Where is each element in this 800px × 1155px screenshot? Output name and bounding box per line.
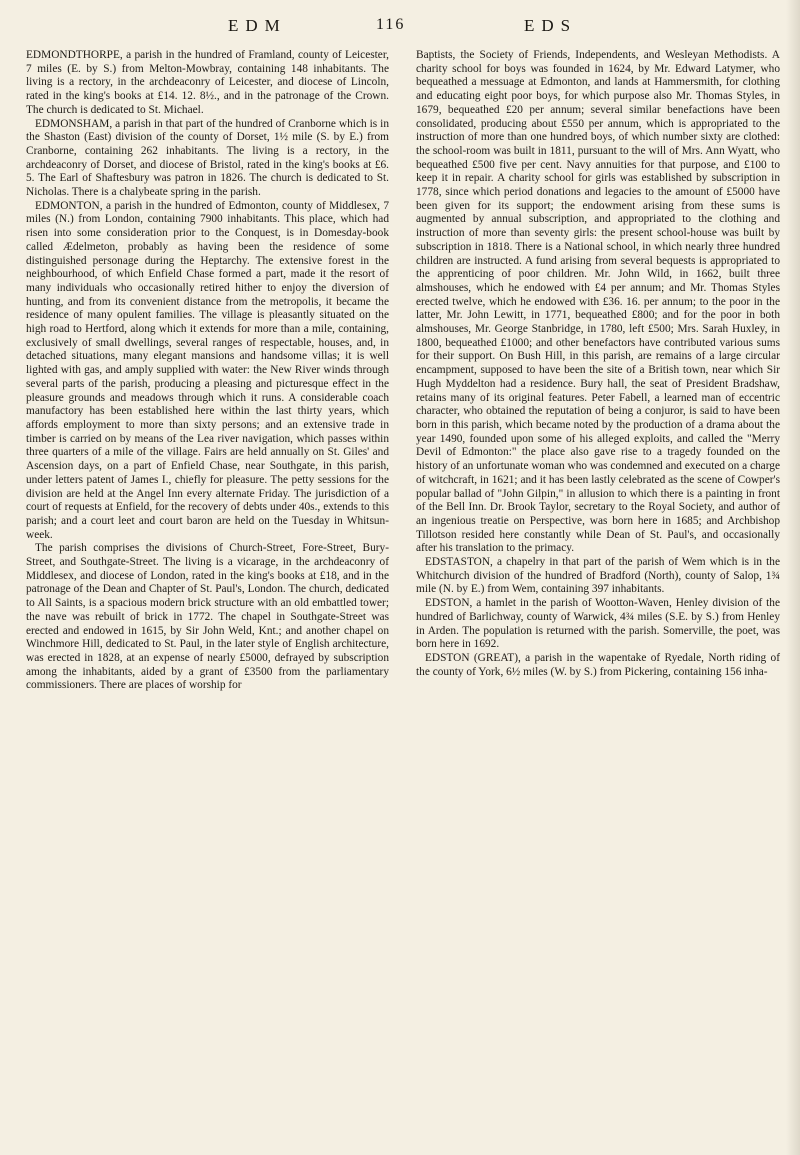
entry-edstaston: EDSTASTON, a chapelry in that part of the parish of Wem which is in the Whitchurch division of the hundred of Bradford (North), county of Salop, 1¾ mile (N. by E.) from Wem, containing 397 inhabitants. bbox=[416, 556, 780, 596]
entry-edston-great: EDSTON (GREAT), a parish in the wapentake of Ryedale, North riding of the county of York, 6½ miles (W. by S.) from Pickering, containing 156 inha- bbox=[416, 651, 780, 678]
header-left-guide-word: EDM bbox=[228, 16, 287, 35]
header-right-guide-word: EDS bbox=[524, 16, 578, 35]
entry-edston: EDSTON, a hamlet in the parish of Wootton-Waven, Henley division of the hundred of Barlichway, county of Warwick, 4¾ miles (S.E. by S.) from Henley in Arden. The population is returned with the parish. Somerville, the poet, was born here in 1692. bbox=[416, 597, 780, 651]
page-number: 116 bbox=[376, 16, 406, 33]
page-edge-shadow bbox=[786, 0, 800, 1155]
left-column bbox=[26, 49, 389, 693]
right-column bbox=[416, 49, 780, 679]
entry-edmonton: EDMONTON, a parish in the hundred of Edmonton, county of Middlesex, 7 miles (N.) from London, containing 7900 inhabitants. This place, which had risen into some consideration prior to the Conquest, is in Domesday-book called Ædelmeton, probably as having been the residence of some distinguished personage during the Heptarchy. The extensive forest in the neighbourhood, of which Enfield Chase formed a part, made it the resort of many individuals who occasionally retired hither to enjoy the diversion of hunting, and from its convenient distance from the metropolis, it became the residence of many opulent families. The village is pleasantly situated on the high road to Hertford, along which it extends for more than a mile, containing, exclusively of small dwellings, several ranges of respectable, houses, and, in detached situations, many elegant mansions and handsome villas; it is well lighted with gas, and amply supplied with water: the New River winds through several parts of the parish, producing a pleasing and picturesque effect in the pleasure grounds and meadows through which it runs. A considerable coach manufactory has been established here within the last thirty years, which affords employment to more than sixty persons; and an extensive trade in timber is carried on by means of the Lea river navigation, which passes within three quarters of a mile of the village. Fairs are held annually on St. Giles' and Ascension days, on a part of Enfield Chase, near Southgate, in this parish, under letters patent of James I., chiefly for pleasure. The petty sessions for the division are held at the Angel Inn every alternate Friday. The jurisdiction of a court of requests at Enfield, for the recovery of debts under 40s., extends to this parish; and a court leet and court baron are held on the Tuesday in Whitsun-week. bbox=[26, 199, 389, 541]
entry-edmonton-parish-divisions: The parish comprises the divisions of Church-Street, Fore-Street, Bury-Street, and Southgate-Street. The living is a vicarage, in the archdeaconry of Middlesex, and diocese of London, rated in the king's books at £18, and in the patronage of the Dean and Chapter of St. Paul's, London. The church, dedicated to All Saints, is a spacious modern brick structure with an old embattled tower; the nave was rebuilt of brick in 1772. The chapel in Southgate-Street was erected and endowed in 1615, by Sir John Weld, Knt.; and another chapel on Winchmore Hill, dedicated to St. Paul, in the later style of English architecture, was erected in 1828, at an expense of nearly £5000, defrayed by subscription among the inhabitants, aided by a grant of £3500 from the parliamentary commissioners. There are places of worship for bbox=[26, 542, 389, 692]
running-header bbox=[0, 16, 800, 46]
entry-edmonton-continued: Baptists, the Society of Friends, Independents, and Wesleyan Methodists. A charity school for boys was founded in 1624, by Mr. Edward Latymer, who bequeathed a messuage at Edmonton, and lands at Hammersmith, for clothing and educating eight poor boys, for which purpose also Mr. Thomas Styles, in 1679, bequeathed £20 per annum; several similar benefactions have been consolidated, producing about £550 per annum, which is appropriated to the instruction of more than one hundred boys, of which number sixty are clothed: the school-room was built in 1811, pursuant to the will of Mrs. Ann Wyatt, who bequeathed £500 five per cent. Navy annuities for that purpose, and £100 to keep it in repair. A charity school for girls was established by subscription in 1778, since which period donations and legacies to the amount of £5000 have been given for its support; the endowment arising from these sums is augmented by annual subscription, and appropriated to the clothing and instruction of more than seventy girls: the present school-house was built by subscription in 1818. There is a National school, in which nearly three hundred children are instructed. A fund arising from several bequests is appropriated to the apprenticing of poor children. Mr. John Wild, in 1662, built three almshouses, which he endowed with £4 per annum; and Mr. Thomas Styles erected twelve, which he endowed with £36. 16. per annum; to the poor in the latter, Mr. John Lewitt, in 1771, bequeathed £800; and for the poor in both almshouses, Mr. George Stanbridge, in 1780, left £500; Mrs. Sarah Huxley, in 1800, bequeathed £1000; and other benefactors have contributed various sums for their support. On Bush Hill, in this parish, are remains of a large circular encampment, supposed to have been the site of a British town, near which Sir Hugh Myddelton had a residence. Bury hall, the seat of President Bradshaw, retains many of its original features. Peter Fabell, a learned man of eccentric character, who obtained the reputation of being a conjuror, is said to have been born in this parish, which became noted by the production of a drama about the year 1490, founded upon some of his alleged exploits, and called the "Merry Devil of Edmonton:" the place also gave rise to a tragedy founded on the history of an unfortunate woman who was condemned and executed on a charge of witchcraft, in 1621; and it has been lastly celebrated as the scene of Cowper's popular ballad of "John Gilpin," in allusion to which there is a painting in front of the Bell Inn. Dr. Brook Taylor, secretary to the Royal Society, and author of an ingenious treatie on Perspective, was born here in 1685; and Archbishop Tillotson resided here constantly while Dean of St. Paul's, and occasionally after his translation to the primacy. bbox=[416, 49, 780, 555]
entry-edmondthorpe: EDMONDTHORPE, a parish in the hundred of Framland, county of Leicester, 7 miles (E. by S.) from Melton-Mowbray, containing 148 inhabitants. The living is a rectory, in the archdeaconry of Leicester, and diocese of Lincoln, rated in the king's books at £14. 12. 8½., and in the patronage of the Crown. The church is dedicated to St. Michael. bbox=[26, 49, 389, 116]
entry-edmonsham: EDMONSHAM, a parish in that part of the hundred of Cranborne which is in the Shaston (East) division of the county of Dorset, 1½ mile (S. by E.) from Cranborne, containing 262 inhabitants. The living is a rectory, in the archdeaconry of Dorset, and diocese of Bristol, rated in the king's books at £6. 5. The Earl of Shaftesbury was patron in 1826. The church is dedicated to St. Nicholas. There is a chalybeate spring in the parish. bbox=[26, 117, 389, 199]
